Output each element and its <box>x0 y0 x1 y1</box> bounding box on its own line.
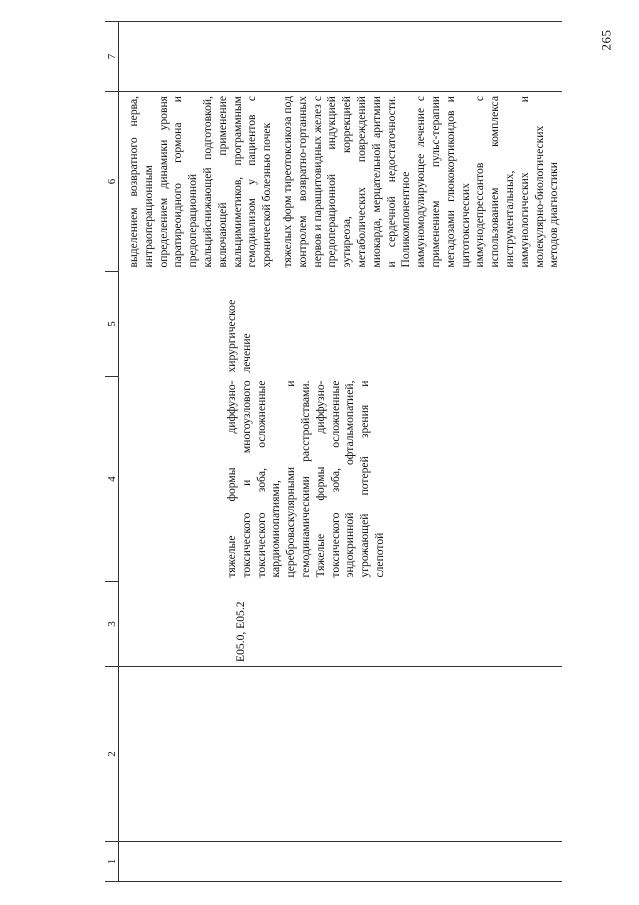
medical-procedures-table <box>105 21 562 882</box>
column-number-6: 6 <box>105 92 119 272</box>
column-number-1: 1 <box>105 842 119 882</box>
cell-col7 <box>119 22 563 92</box>
table-row <box>119 22 563 882</box>
diagnosis-codes: E05.0, E05.2 <box>234 601 247 662</box>
method-second-body: тяжелых форм тиреотоксикоза под контролем возвратно-гортанных нервов и паращитовидных желез с предоперационной индукцией эутиреоза, коррекцией метаболических повреждений миокарда, мерцательной аритмии и сердечной недостаточности. Поликомпонентное иммуномодулирующее лечение с применением пульс-терапии мегадозами глюкокортикоидов и цитотоксических иммунодепрессантов с использованием комплекса инструментальных, иммунологических и молекулярно-биологических методов диагностики <box>280 96 561 268</box>
cell-col2 <box>119 667 563 842</box>
method-text-second <box>281 96 562 268</box>
column-number-row <box>105 22 119 882</box>
cell-diagnosis-codes <box>119 582 563 667</box>
cell-col1 <box>119 842 563 882</box>
column-number-7: 7 <box>105 22 119 92</box>
cell-treatment-type <box>119 272 563 377</box>
column-number-5: 5 <box>105 272 119 377</box>
table-container <box>105 22 561 882</box>
page-number: 265 <box>598 29 614 51</box>
indications-text: тяжелые формы диффузно-токсического и многоузлового токсического зоба, осложненные кардиомиопатиями, цереброваскулярными и гемодинамическими расстройствами. Тяжелые формы диффузно-токсического зоба, осложненные эндокринной офтальмопатией, угрожающей потерей зрения и слепотой <box>225 380 386 578</box>
method-text-continued: выделением возвратного нерва, интраоперационным определением динамики уровня паратиреоидного гормона и предоперационной кальцийснижающей подготовкой, включающей применение кальцимиметиков, программным гемодиализом у пациентов с хронической болезнью почек <box>127 96 274 268</box>
column-number-4: 4 <box>105 377 119 582</box>
cell-indications <box>119 377 563 582</box>
treatment-type-text: хирургическое лечение <box>225 299 253 373</box>
column-number-3: 3 <box>105 582 119 667</box>
column-number-2: 2 <box>105 667 119 842</box>
cell-method <box>119 92 563 272</box>
